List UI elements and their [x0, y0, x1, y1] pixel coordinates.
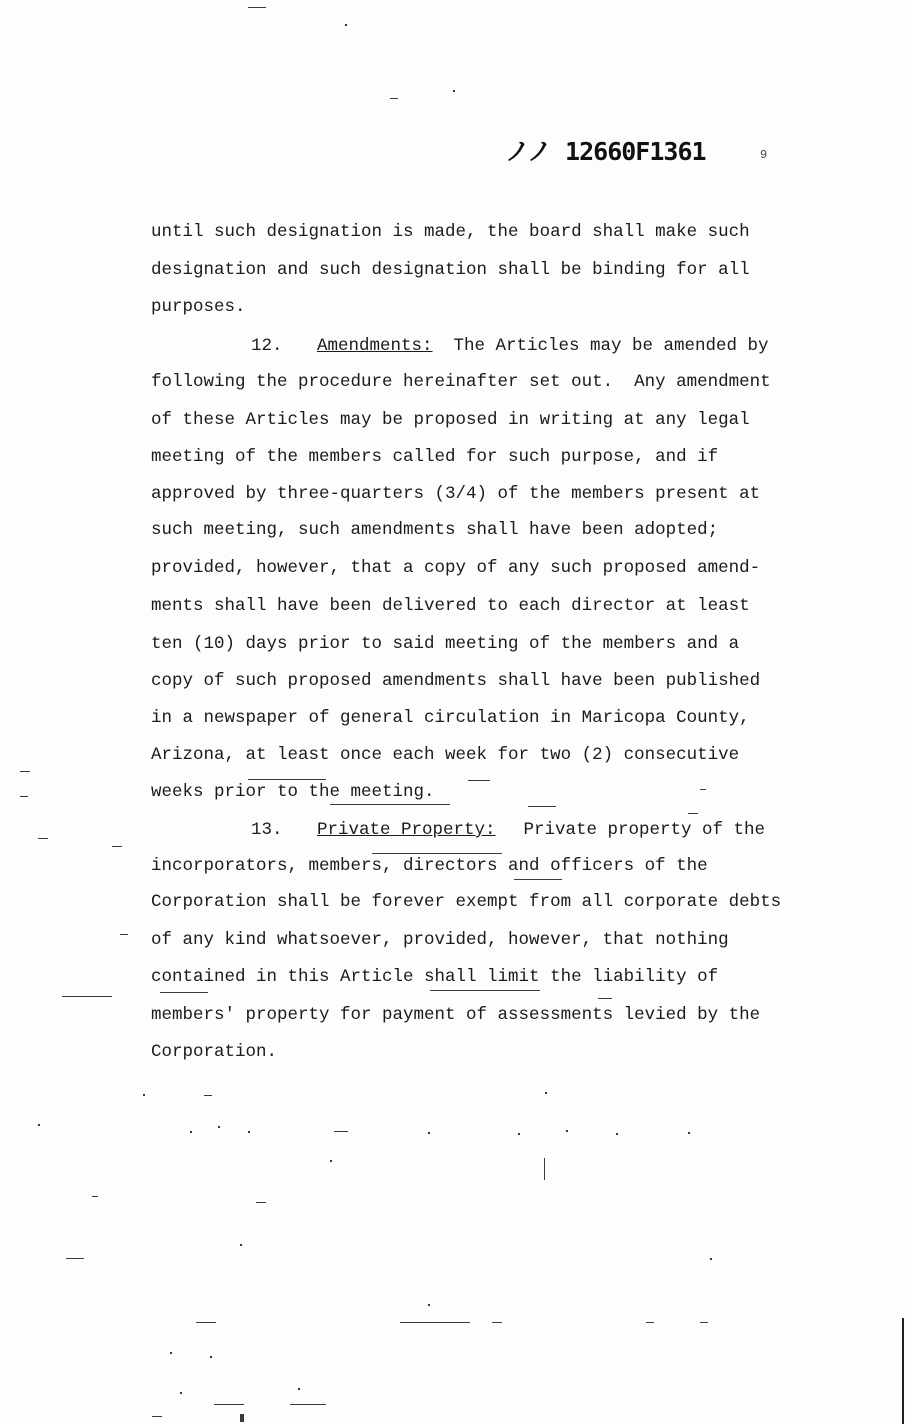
scan-speck — [66, 1258, 84, 1259]
section-13-first-line: Private property of the — [513, 820, 766, 840]
text-line: purposes. — [151, 297, 246, 317]
scan-speck — [688, 1132, 690, 1134]
text-line: copy of such proposed amendments shall have been published — [151, 671, 761, 691]
section-13-number: 13. — [251, 820, 283, 840]
scan-speck — [240, 1244, 242, 1246]
scan-speck — [62, 996, 112, 997]
text-line: ments shall have been delivered to each director at least — [151, 596, 750, 616]
scan-speck — [700, 789, 706, 790]
text-line: Arizona, at least once each week for two (2) consecutive — [151, 745, 740, 765]
section-12-heading: Amendments: — [317, 336, 433, 356]
scan-speck — [528, 806, 556, 807]
text-line: Corporation shall be forever exempt from all corporate debts — [151, 892, 782, 912]
scan-speck — [468, 780, 490, 781]
scan-speck — [598, 998, 612, 999]
text-line: of these Articles may be proposed in writing at any legal — [151, 410, 750, 430]
scan-speck — [190, 1131, 192, 1133]
scan-speck — [248, 7, 266, 8]
scan-speck — [566, 1130, 568, 1132]
text-line: approved by three-quarters (3/4) of the members present at — [151, 484, 761, 504]
scan-speck — [453, 90, 455, 92]
scan-speck — [112, 846, 122, 847]
scan-speck — [20, 796, 28, 797]
scan-speck — [330, 804, 450, 805]
text-line: provided, however, that a copy of any such proposed amend- — [151, 558, 761, 578]
scan-speck — [298, 1388, 300, 1390]
scan-speck — [700, 1322, 708, 1323]
scan-speck — [544, 1158, 545, 1180]
text-line: of any kind whatsoever, provided, however, that nothing — [151, 930, 729, 950]
scan-speck — [345, 24, 347, 26]
scan-speck — [120, 934, 128, 935]
text-line: Corporation. — [151, 1042, 278, 1062]
scan-speck — [290, 1404, 326, 1405]
scan-speck — [710, 1258, 712, 1260]
text-line: meeting of the members called for such purpose, and if — [151, 447, 719, 467]
text-line: in a newspaper of general circulation in Maricopa County, — [151, 708, 750, 728]
scan-speck — [210, 1356, 212, 1358]
scan-speck — [492, 1322, 502, 1323]
text-line: such meeting, such amendments shall have been adopted; — [151, 520, 719, 540]
scan-speck — [38, 1124, 40, 1126]
section-12-number: 12. — [251, 336, 283, 356]
scan-speck — [428, 1304, 430, 1306]
text-line: until such designation is made, the board shall make such — [151, 222, 750, 242]
scan-speck — [330, 1160, 332, 1162]
docket-number: ノノ 12660F1361 — [505, 137, 706, 166]
scan-speck — [334, 1131, 348, 1132]
scan-speck — [20, 771, 30, 772]
text-line: incorporators, members, directors and officers of the — [151, 856, 708, 876]
scan-speck — [214, 1404, 244, 1405]
page-number: 9 — [760, 148, 768, 162]
scan-speck — [372, 853, 502, 854]
text-line: designation and such designation shall be binding for all — [151, 260, 750, 280]
scan-speck — [170, 1352, 172, 1354]
scan-speck — [646, 1322, 654, 1323]
section-12-first-line: The Articles may be amended by — [443, 336, 769, 356]
text-line: following the procedure hereinafter set out. Any amendment — [151, 372, 771, 392]
text-line: weeks prior to the meeting. — [151, 782, 435, 802]
scan-speck — [430, 990, 540, 991]
scan-speck — [428, 1132, 430, 1134]
scan-speck — [218, 1126, 220, 1128]
scan-speck — [196, 1322, 216, 1323]
scan-speck — [514, 879, 562, 880]
scan-speck — [248, 779, 326, 780]
text-line: contained in this Article shall limit the liability of — [151, 967, 719, 987]
scan-speck — [204, 1095, 212, 1096]
scan-speck — [38, 838, 48, 839]
scan-speck — [248, 1131, 250, 1133]
section-13-heading: Private Property: — [317, 820, 496, 840]
scan-speck — [143, 1094, 145, 1096]
text-line: ten (10) days prior to said meeting of the members and a — [151, 634, 740, 654]
text-line: members' property for payment of assessments levied by the — [151, 1005, 761, 1025]
scan-speck — [256, 1202, 266, 1203]
scan-speck — [180, 1392, 182, 1394]
scan-edge — [902, 1318, 910, 1424]
scan-speck — [400, 1322, 470, 1323]
scan-speck — [518, 1133, 520, 1135]
scan-speck — [688, 813, 698, 814]
scan-speck — [616, 1133, 618, 1135]
scan-speck — [92, 1196, 98, 1197]
scan-speck — [160, 992, 208, 993]
scan-speck — [240, 1414, 244, 1422]
scan-speck — [152, 1416, 162, 1417]
scan-speck — [390, 98, 398, 99]
scan-speck — [545, 1092, 547, 1094]
